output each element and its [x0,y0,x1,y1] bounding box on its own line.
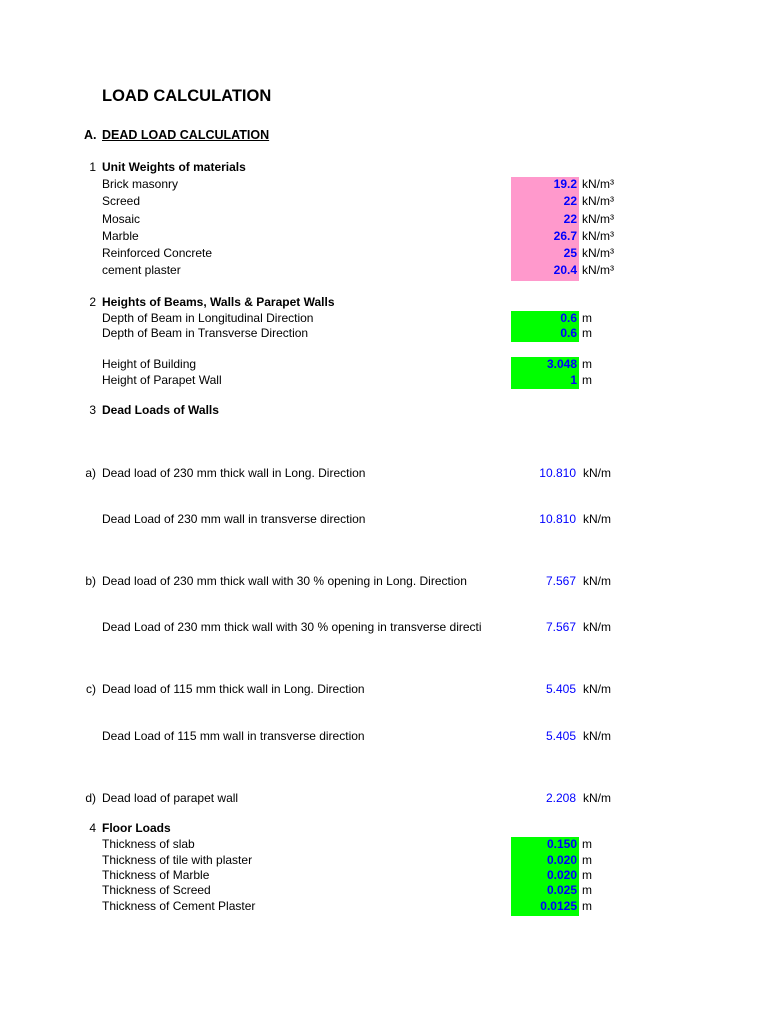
unit-label: kN/m [583,620,611,634]
computed-value: 2.208 [545,791,576,805]
row-label: Height of Building [102,357,197,371]
row-marker: a) [85,466,96,480]
unit-label: kN/m³ [582,177,614,191]
row-label: Mosaic [102,212,141,226]
row-label: Height of Parapet Wall [102,373,222,387]
section-a-title: DEAD LOAD CALCULATION [102,128,270,142]
row-label: Dead load of 115 mm thick wall in Long. Direction [102,682,365,696]
unit-label: m [582,311,592,325]
row-label: Marble [102,229,139,243]
computed-value: 10.810 [539,512,576,526]
input-value-cell[interactable]: 3.048 [546,357,577,371]
row-marker: c) [86,682,96,696]
unit-label: m [582,326,592,340]
input-value-cell[interactable]: 19.2 [553,177,577,191]
row-label: Screed [102,194,141,208]
input-value-cell[interactable]: 0.6 [560,326,577,340]
unit-label: m [582,853,592,867]
section-1-heading: Unit Weights of materials [102,160,246,174]
input-value-cell[interactable]: 0.0125 [540,899,577,913]
row-label: Depth of Beam in Transverse Direction [102,326,309,340]
section-a-letter: A. [84,128,97,142]
row-label: Dead Load of 230 mm wall in transverse direction [102,512,366,526]
unit-label: kN/m [583,729,611,743]
unit-label: kN/m [583,466,611,480]
row-label: Dead load of parapet wall [102,791,239,805]
unit-label: m [582,883,592,897]
computed-value: 10.810 [539,466,576,480]
row-label: Reinforced Concrete [102,246,213,260]
row-label: Dead Load of 230 mm thick wall with 30 % opening in transverse directi [102,620,482,634]
row-label: Dead Load of 115 mm wall in transverse direction [102,729,365,743]
row-marker: d) [85,791,96,805]
input-value-cell[interactable]: 0.6 [560,311,577,325]
row-label: Depth of Beam in Longitudinal Direction [102,311,314,325]
section-4-heading: Floor Loads [102,821,171,835]
unit-label: kN/m [583,512,611,526]
unit-label: m [582,357,592,371]
row-label: Thickness of slab [102,837,195,851]
row-label: Thickness of Cement Plaster [102,899,256,913]
input-value-cell[interactable]: 0.150 [546,837,577,851]
unit-label: kN/m³ [582,194,614,208]
unit-label: kN/m³ [582,246,614,260]
section-3-number: 3 [89,403,96,417]
row-label: cement plaster [102,263,181,277]
unit-label: kN/m³ [582,263,614,277]
input-value-cell[interactable]: 20.4 [553,263,577,277]
input-value-cell[interactable]: 22 [563,194,577,208]
input-value-cell[interactable]: 22 [563,212,577,226]
input-value-cell[interactable]: 1 [570,373,577,387]
section-4-number: 4 [89,821,96,835]
computed-value: 7.567 [545,620,576,634]
section-2-heading: Heights of Beams, Walls & Parapet Walls [102,295,335,309]
section-1-number: 1 [89,160,96,174]
row-label: Thickness of Screed [102,883,211,897]
unit-label: kN/m [583,574,611,588]
input-value-cell[interactable]: 25 [563,246,577,260]
input-value-cell[interactable]: 26.7 [553,229,577,243]
row-label: Thickness of tile with plaster [102,853,253,867]
unit-label: m [582,373,592,387]
computed-value: 5.405 [545,729,576,743]
row-label: Dead load of 230 mm thick wall with 30 % opening in Long. Direction [102,574,467,588]
unit-label: kN/m³ [582,229,614,243]
unit-label: m [582,899,592,913]
input-value-cell[interactable]: 0.020 [546,868,577,882]
row-label: Dead load of 230 mm thick wall in Long. Direction [102,466,366,480]
unit-label: kN/m [583,791,611,805]
unit-label: kN/m [583,682,611,696]
computed-value: 5.405 [545,682,576,696]
row-label: Thickness of Marble [102,868,210,882]
page-title: LOAD CALCULATION [102,87,272,105]
computed-value: 7.567 [545,574,576,588]
unit-label: kN/m³ [582,212,614,226]
section-3-heading: Dead Loads of Walls [102,403,219,417]
unit-label: m [582,868,592,882]
row-label: Brick masonry [102,177,179,191]
row-marker: b) [85,574,96,588]
input-value-cell[interactable]: 0.025 [546,883,577,897]
input-value-cell[interactable]: 0.020 [546,853,577,867]
unit-label: m [582,837,592,851]
section-2-number: 2 [89,295,96,309]
